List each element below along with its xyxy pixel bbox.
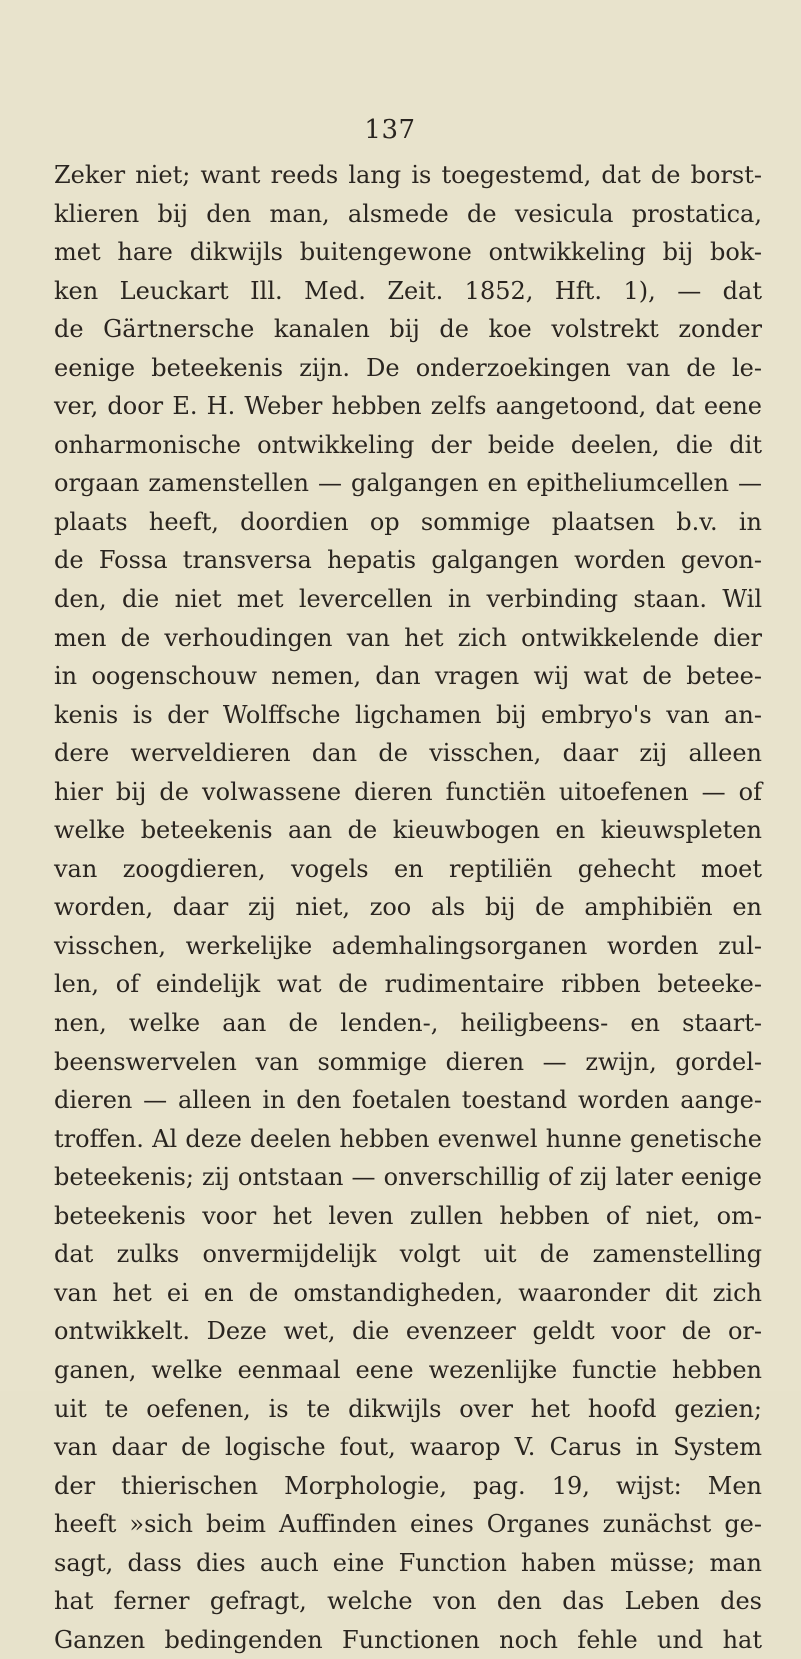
- text-line: hier bij de volwassene dieren functiën uitoefenen — of: [54, 777, 762, 806]
- text-line: welke beteekenis aan de kieuwbogen en kieuwspleten: [54, 816, 762, 845]
- text-line: worden, daar zij niet, zoo als bij de amphibiën en: [54, 893, 762, 922]
- text-line: heeft »sich beim Auffinden eines Organes zunächst ge-: [54, 1510, 762, 1539]
- text-line: van het ei en de omstandigheden, waaronder dit zich: [54, 1278, 762, 1307]
- text-line: Zeker niet; want reeds lang is toegestemd, dat de borst-: [54, 161, 762, 189]
- text-line: len, of eindelijk wat de rudimentaire ribben beteeke-: [54, 970, 762, 999]
- text-line: beteekenis; zij ontstaan — onverschillig of zij later eenige: [54, 1163, 762, 1192]
- text-line: hat ferner gefragt, welche von den das Leben des: [54, 1587, 762, 1616]
- text-line: van daar de logische fout, waarop V. Carus in System: [54, 1433, 762, 1462]
- text-line: visschen, werkelijke ademhalingsorganen worden zul-: [54, 931, 762, 960]
- text-line: men de verhoudingen van het zich ontwikkelende dier: [54, 623, 762, 652]
- text-line: plaats heeft, doordien op sommige plaatsen b.v. in: [54, 507, 762, 536]
- text-line: sagt, dass dies auch eine Function haben müsse; man: [54, 1548, 762, 1577]
- text-line: uit te oefenen, is te dikwijls over het hoofd gezien;: [54, 1394, 762, 1423]
- text-line: van zoogdieren, vogels en reptiliën gehecht moet: [54, 854, 762, 883]
- text-line: der thierischen Morphologie, pag. 19, wijst: Men: [54, 1471, 762, 1500]
- text-line: ontwikkelt. Deze wet, die evenzeer geldt voor de or-: [54, 1317, 762, 1346]
- text-line: eenige beteekenis zijn. De onderzoekingen van de le-: [54, 353, 762, 382]
- text-line: de Gärtnersche kanalen bij de koe volstrekt zonder: [54, 315, 762, 344]
- text-line: beenswervelen van sommige dieren — zwijn, gordel-: [54, 1047, 762, 1076]
- text-line: dat zulks onvermijdelijk volgt uit de zamenstelling: [54, 1240, 762, 1269]
- text-line: orgaan zamenstellen — galgangen en epitheliumcellen —: [54, 469, 762, 498]
- text-line: troffen. Al deze deelen hebben evenwel hunne genetische: [54, 1124, 762, 1153]
- text-line: ver, door E. H. Weber hebben zelfs aangetoond, dat eene: [54, 392, 762, 421]
- text-line: kenis is der Wolffsche ligchamen bij embryo's van an-: [54, 700, 762, 729]
- text-line: nen, welke aan de lenden-, heiligbeens- en staart-: [54, 1009, 762, 1038]
- text-line: klieren bij den man, alsmede de vesicula prostatica,: [54, 199, 762, 228]
- text-line: de Fossa transversa hepatis galgangen worden gevon-: [54, 546, 762, 575]
- body-text: [54, 156, 762, 1659]
- text-line: met hare dikwijls buitengewone ontwikkeling bij bok-: [54, 238, 762, 267]
- text-line: in oogenschouw nemen, dan vragen wij wat de betee-: [54, 662, 762, 691]
- text-line: den, die niet met levercellen in verbinding staan. Wil: [54, 585, 762, 614]
- text-line: ganen, welke eenmaal eene wezenlijke functie hebben: [54, 1355, 762, 1384]
- text-line: ken Leuckart Ill. Med. Zeit. 1852, Hft. 1), — dat: [54, 276, 762, 305]
- text-line: Ganzen bedingenden Functionen noch fehle und hat: [54, 1625, 762, 1654]
- page-number: 137: [364, 115, 416, 145]
- text-line: onharmonische ontwikkeling der beide deelen, die dit: [54, 430, 762, 459]
- text-line: beteekenis voor het leven zullen hebben of niet, om-: [54, 1201, 762, 1230]
- text-line: dere werveldieren dan de visschen, daar zij alleen: [54, 739, 762, 768]
- text-line: dieren — alleen in den foetalen toestand worden aange-: [54, 1086, 762, 1115]
